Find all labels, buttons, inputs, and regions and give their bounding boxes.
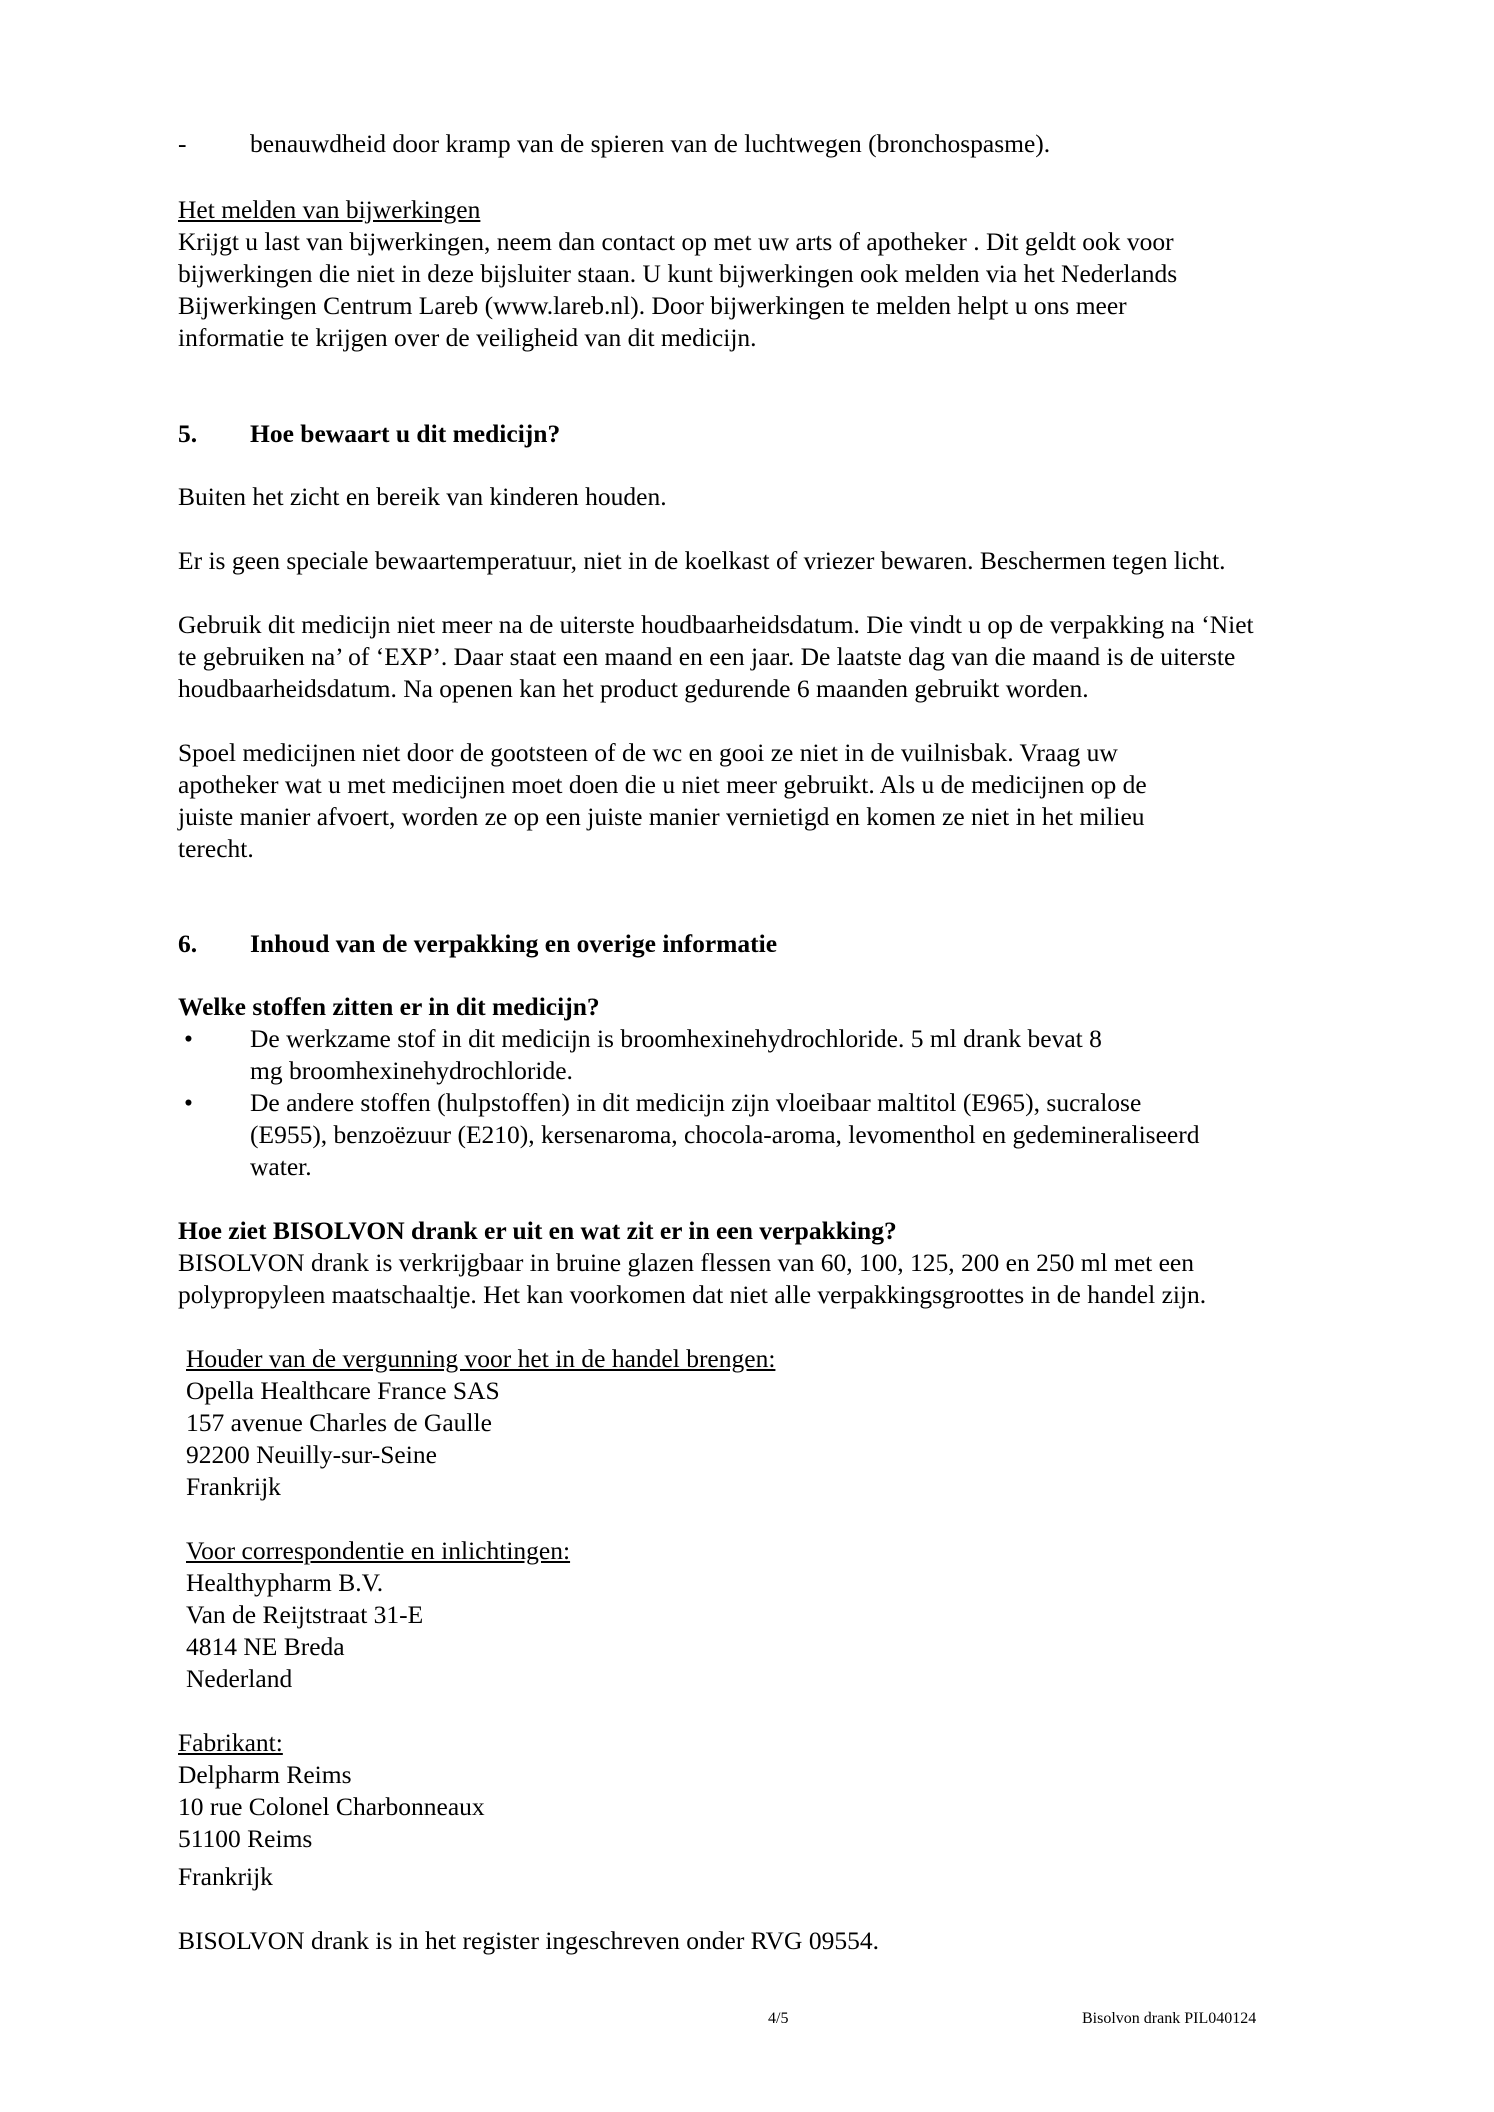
paragraph-line: houdbaarheidsdatum. Na openen kan het product gedurende 6 maanden gebruikt worden.: [178, 674, 1089, 703]
bullet-marker: •: [184, 1024, 193, 1053]
address-line: Frankrijk: [178, 1862, 273, 1891]
bullet-line: water.: [250, 1152, 312, 1181]
reporting-heading: Het melden van bijwerkingen: [178, 195, 481, 224]
address-line: 51100 Reims: [178, 1824, 313, 1853]
bullet-line: De werkzame stof in dit medicijn is broomhexinehydrochloride. 5 ml drank bevat 8: [250, 1024, 1102, 1053]
paragraph-line: polypropyleen maatschaaltje. Het kan voorkomen dat niet alle verpakkingsgroottes in de handel zijn.: [178, 1280, 1207, 1309]
side-effect-bronchospasm: benauwdheid door kramp van de spieren van de luchtwegen (bronchospasme).: [250, 129, 1051, 158]
holder-heading: Houder van de vergunning voor het in de handel brengen:: [186, 1344, 776, 1373]
packaging-heading: Hoe ziet BISOLVON drank er uit en wat zit er in een verpakking?: [178, 1216, 897, 1245]
correspondence-heading: Voor correspondentie en inlichtingen:: [186, 1536, 571, 1565]
address-line: 10 rue Colonel Charbonneaux: [178, 1792, 485, 1821]
paragraph-line: Gebruik dit medicijn niet meer na de uiterste houdbaarheidsdatum. Die vindt u op de verpakking na ‘Niet: [178, 610, 1254, 639]
list-dash: -: [178, 129, 187, 158]
section-6-title: Inhoud van de verpakking en overige informatie: [250, 929, 778, 958]
address-line: Frankrijk: [186, 1472, 281, 1501]
paragraph-line: Bijwerkingen Centrum Lareb (www.lareb.nl). Door bijwerkingen te melden helpt u ons meer: [178, 291, 1127, 320]
section-5-title: Hoe bewaart u dit medicijn?: [250, 419, 561, 448]
section-6-number: 6.: [178, 929, 198, 958]
paragraph-line: terecht.: [178, 834, 254, 863]
paragraph-line: Krijgt u last van bijwerkingen, neem dan contact op met uw arts of apotheker . Dit geldt ook voor: [178, 227, 1174, 256]
document-id: Bisolvon drank PIL040124: [1082, 2010, 1257, 2027]
storage-paragraph-1: Buiten het zicht en bereik van kinderen houden.: [178, 482, 667, 511]
paragraph-line: juiste manier afvoert, worden ze op een juiste manier vernietigd en komen ze niet in het milieu: [178, 802, 1145, 831]
storage-paragraph-2: Er is geen speciale bewaartemperatuur, niet in de koelkast of vriezer bewaren. Beschermen tegen licht.: [178, 546, 1226, 575]
paragraph-line: Spoel medicijnen niet door de gootsteen of de wc en gooi ze niet in de vuilnisbak. Vraag uw: [178, 738, 1118, 767]
bullet-line: mg broomhexinehydrochloride.: [250, 1056, 573, 1085]
address-line: 92200 Neuilly-sur-Seine: [186, 1440, 437, 1469]
bullet-line: De andere stoffen (hulpstoffen) in dit medicijn zijn vloeibaar maltitol (E965), sucralose: [250, 1088, 1142, 1117]
paragraph-line: informatie te krijgen over de veiligheid van dit medicijn.: [178, 323, 757, 352]
page-number: 4/5: [768, 2010, 789, 2027]
section-5-number: 5.: [178, 419, 198, 448]
bullet-marker: •: [184, 1088, 193, 1117]
register-statement: BISOLVON drank is in het register ingeschreven onder RVG 09554.: [178, 1926, 879, 1955]
address-line: Nederland: [186, 1664, 293, 1693]
bullet-line: (E955), benzoëzuur (E210), kersenaroma, chocola-aroma, levomenthol en gedemineraliseerd: [250, 1120, 1200, 1149]
paragraph-line: BISOLVON drank is verkrijgbaar in bruine glazen flessen van 60, 100, 125, 200 en 250 ml met een: [178, 1248, 1195, 1277]
manufacturer-heading: Fabrikant:: [178, 1728, 283, 1757]
address-line: Opella Healthcare France SAS: [186, 1376, 500, 1405]
paragraph-line: bijwerkingen die niet in deze bijsluiter staan. U kunt bijwerkingen ook melden via het Nederlands: [178, 259, 1178, 288]
address-line: Van de Reijtstraat 31-E: [186, 1600, 424, 1629]
address-line: 4814 NE Breda: [186, 1632, 345, 1661]
paragraph-line: apotheker wat u met medicijnen moet doen die u niet meer gebruikt. Als u de medicijnen op de: [178, 770, 1147, 799]
address-line: 157 avenue Charles de Gaulle: [186, 1408, 492, 1437]
ingredients-heading: Welke stoffen zitten er in dit medicijn?: [178, 992, 600, 1021]
paragraph-line: te gebruiken na’ of ‘EXP’. Daar staat een maand en een jaar. De laatste dag van die maand is de uiterste: [178, 642, 1236, 671]
address-line: Delpharm Reims: [178, 1760, 352, 1789]
address-line: Healthypharm B.V.: [186, 1568, 384, 1597]
